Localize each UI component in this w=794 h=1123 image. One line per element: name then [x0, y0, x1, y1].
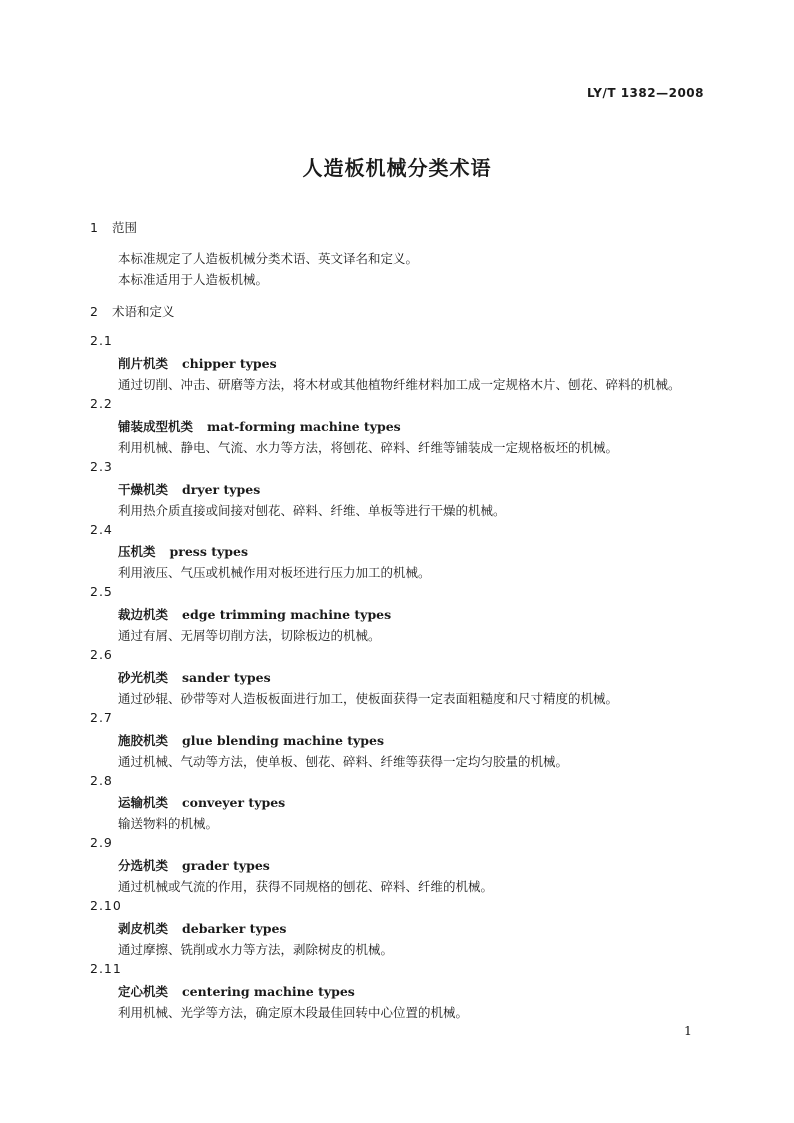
paragraph: 本标准规定了人造板机械分类术语、英文译名和定义。 [118, 251, 419, 266]
term-english: sander types [182, 670, 271, 685]
term-number: 2.7 [90, 710, 113, 725]
section-1-heading [90, 218, 137, 236]
term-chinese: 铺装成型机类 [118, 419, 194, 434]
term-english: glue blending machine types [182, 733, 385, 748]
term-heading [118, 919, 286, 937]
term-heading [118, 668, 271, 686]
term-heading [118, 793, 285, 811]
term-chinese: 砂光机类 [118, 670, 169, 685]
section-2-heading [90, 302, 175, 320]
term-heading [118, 354, 277, 372]
term-heading [118, 856, 270, 874]
term-english: grader types [182, 858, 270, 873]
term-chinese: 定心机类 [118, 984, 169, 999]
term-chinese: 削片机类 [118, 356, 169, 371]
term-number: 2.8 [90, 773, 113, 788]
term-definition: 利用机械、光学等方法，确定原木段最佳回转中心位置的机械。 [118, 1005, 469, 1020]
document-title: 人造板机械分类术语 [302, 156, 492, 180]
term-english: mat-forming machine types [207, 419, 401, 434]
section-title: 范围 [112, 220, 138, 235]
term-english: edge trimming machine types [182, 607, 392, 622]
section-number: 1 [90, 220, 98, 235]
standard-code: LY/T 1382—2008 [586, 86, 704, 100]
term-number: 2.11 [90, 961, 122, 976]
term-definition: 通过机械、气动等方法，使单板、刨花、碎料、纤维等获得一定均匀胶量的机械。 [118, 754, 569, 769]
term-definition: 通过摩擦、铣削或水力等方法，剥除树皮的机械。 [118, 942, 394, 957]
term-number: 2.2 [90, 396, 113, 411]
term-chinese: 施胶机类 [118, 733, 169, 748]
term-heading [118, 605, 391, 623]
term-number: 2.1 [90, 333, 113, 348]
paragraph: 本标准适用于人造板机械。 [118, 272, 269, 287]
term-definition: 利用液压、气压或机械作用对板坯进行压力加工的机械。 [118, 565, 431, 580]
term-chinese: 压机类 [118, 544, 156, 559]
term-definition: 利用机械、静电、气流、水力等方法，将刨花、碎料、纤维等铺装成一定规格板坯的机械。 [118, 440, 619, 455]
term-heading [118, 731, 384, 749]
term-number: 2.5 [90, 584, 113, 599]
term-definition: 通过砂辊、砂带等对人造板板面进行加工，使板面获得一定表面粗糙度和尺寸精度的机械。 [118, 691, 619, 706]
term-english: debarker types [182, 921, 287, 936]
term-number: 2.4 [90, 522, 113, 537]
term-number: 2.10 [90, 898, 122, 913]
term-definition: 通过机械或气流的作用，获得不同规格的刨花、碎料、纤维的机械。 [118, 879, 494, 894]
term-heading [118, 417, 401, 435]
term-english: centering machine types [182, 984, 355, 999]
term-chinese: 运输机类 [118, 795, 169, 810]
term-chinese: 分选机类 [118, 858, 169, 873]
term-definition: 输送物料的机械。 [118, 816, 219, 831]
term-english: dryer types [182, 482, 261, 497]
term-english: conveyer types [182, 795, 286, 810]
term-chinese: 干燥机类 [118, 482, 169, 497]
term-english: press types [169, 544, 248, 559]
section-title: 术语和定义 [112, 304, 175, 319]
page-number: 1 [684, 1023, 692, 1038]
term-number: 2.9 [90, 835, 113, 850]
term-chinese: 裁边机类 [118, 607, 169, 622]
term-chinese: 剥皮机类 [118, 921, 169, 936]
term-definition: 通过切削、冲击、研磨等方法，将木材或其他植物纤维材料加工成一定规格木片、刨花、碎料的机械。 [118, 377, 681, 392]
term-heading [118, 542, 248, 560]
term-definition: 利用热介质直接或间接对刨花、碎料、纤维、单板等进行干燥的机械。 [118, 503, 506, 518]
term-definition: 通过有屑、无屑等切削方法，切除板边的机械。 [118, 628, 381, 643]
term-heading [118, 982, 355, 1000]
term-heading [118, 480, 260, 498]
term-number: 2.3 [90, 459, 113, 474]
section-number: 2 [90, 304, 98, 319]
term-english: chipper types [182, 356, 277, 371]
term-number: 2.6 [90, 647, 113, 662]
